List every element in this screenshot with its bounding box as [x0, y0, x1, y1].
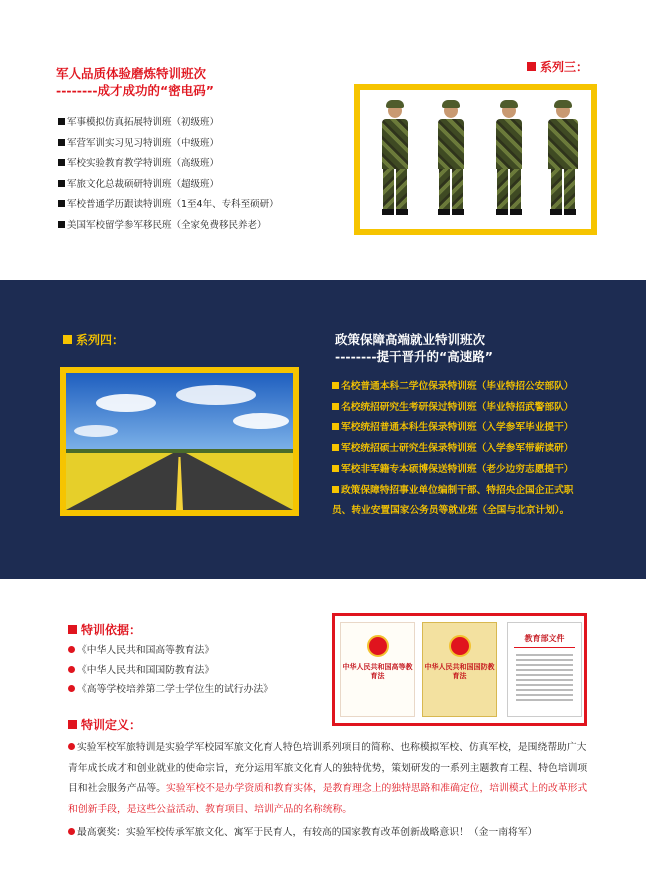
red-dot-icon	[68, 685, 75, 692]
list-item: 军事模拟仿真拓展特训班（初级班）	[58, 113, 279, 134]
square-bullet-icon	[58, 118, 65, 125]
highway-illustration	[66, 373, 293, 510]
section2-title-line2: --------提干晋升的“高速路”	[335, 349, 493, 364]
section2-list	[332, 377, 574, 522]
list-item: 《中华人民共和国国防教育法》	[68, 661, 273, 681]
soldier-figure	[438, 103, 464, 215]
list-item: 名校统招研究生考研保过特训班（毕业特招武警部队）	[332, 398, 574, 419]
yellow-bullet-icon	[332, 465, 339, 472]
red-dot-icon	[68, 743, 75, 750]
list-item-continuation: 员、转业安置国家公务员等就业班（全国与北京计划）。	[332, 505, 570, 517]
praise-line: 最高褒奖：实验军校传承军旅文化、寓军于民育人，有较高的国家教育改革创新战略意识！（金一南将军）	[68, 824, 537, 838]
definition-label: 特训定义：	[68, 716, 141, 733]
list-item: 美国军校留学参军移民班（全家免费移民养老）	[58, 216, 279, 237]
definition-paragraph: 实验军校军旅特训是实验学军校园军旅文化育人特色培训系列项目的简称、也称模拟军校、仿真军校，是围绕帮助广大青年成长成才和创业就业的使命宗旨，充分运用军旅文化育人的独特优势，策划研发的一系列主题教育工程、特色培训项目和社会服务产品等。实验军校不是办学资质和教育实体，是教育理念上的独特思路和准确定位，培训模式上的改革形式和创新手段，是这些公益活动、教育项目、培训产品的名称统称。	[68, 742, 588, 816]
doc1-title: 中华人民共和国高等教育法	[342, 663, 413, 680]
soldier-figure	[496, 103, 522, 215]
highway-photo	[60, 367, 299, 516]
law-book-cover	[422, 622, 497, 717]
square-bullet-icon	[58, 221, 65, 228]
section1-title	[56, 65, 214, 99]
square-bullet-icon	[58, 200, 65, 207]
soldiers-photo	[354, 84, 597, 235]
yellow-square-icon	[63, 335, 72, 344]
doc3-header: 教育部文件	[524, 634, 565, 643]
section2-title	[335, 331, 493, 365]
soldier-figure	[548, 103, 578, 215]
doc2-title: 中华人民共和国国防教育法	[424, 663, 495, 680]
section2-title-line1: 政策保障高端就业特训班次	[335, 332, 486, 347]
red-dot-icon	[68, 828, 75, 835]
section1-title-line2: --------成才成功的“密电码”	[56, 83, 214, 98]
series4-label: 系列四：	[63, 331, 124, 348]
list-item: 军校非军籍专本硕博保送特训班（老少边穷志愿提干）	[332, 460, 574, 481]
list-item: 军校统招硕士研究生保录特训班（入学参军带薪读研）	[332, 439, 574, 460]
list-item: 名校普通本科二学位保录特训班（毕业特招公安部队）	[332, 377, 574, 398]
red-dot-icon	[68, 646, 75, 653]
law-book-cover	[340, 622, 415, 717]
list-item: 《高等学校培养第二学士学位生的试行办法》	[68, 680, 273, 700]
basis-label: 特训依据：	[68, 621, 141, 638]
yellow-bullet-icon	[332, 403, 339, 410]
list-item: 军校统招普通本科生保录特训班（入学参军毕业提干）	[332, 418, 574, 439]
series3-label: 系列三：	[527, 58, 588, 75]
section1-title-line1: 军人品质体验磨炼特训班次	[56, 66, 207, 81]
documents-photo	[332, 613, 587, 726]
square-bullet-icon	[58, 180, 65, 187]
list-item: 政策保障特招事业单位编制干部、特招央企国企正式职	[332, 481, 574, 502]
laws-list	[68, 641, 273, 700]
red-square-icon	[527, 62, 536, 71]
list-item: 军旅文化总裁硕研特训班（超级班）	[58, 175, 279, 196]
red-square-icon	[68, 625, 77, 634]
national-emblem-icon	[367, 635, 389, 657]
list-item: 《中华人民共和国高等教育法》	[68, 641, 273, 661]
soldier-figure	[382, 103, 408, 215]
yellow-bullet-icon	[332, 382, 339, 389]
ministry-document	[507, 622, 582, 717]
red-dot-icon	[68, 666, 75, 673]
yellow-bullet-icon	[332, 423, 339, 430]
red-square-icon	[68, 720, 77, 729]
square-bullet-icon	[58, 139, 65, 146]
list-item: 军校实验教育教学特训班（高级班）	[58, 154, 279, 175]
yellow-bullet-icon	[332, 444, 339, 451]
square-bullet-icon	[58, 159, 65, 166]
national-emblem-icon	[449, 635, 471, 657]
section1-list	[58, 113, 279, 236]
yellow-bullet-icon	[332, 486, 339, 493]
list-item: 军校普通学历跟读特训班（1至4年、专科至硕研）	[58, 195, 279, 216]
list-item: 军营军训实习见习特训班（中级班）	[58, 134, 279, 155]
